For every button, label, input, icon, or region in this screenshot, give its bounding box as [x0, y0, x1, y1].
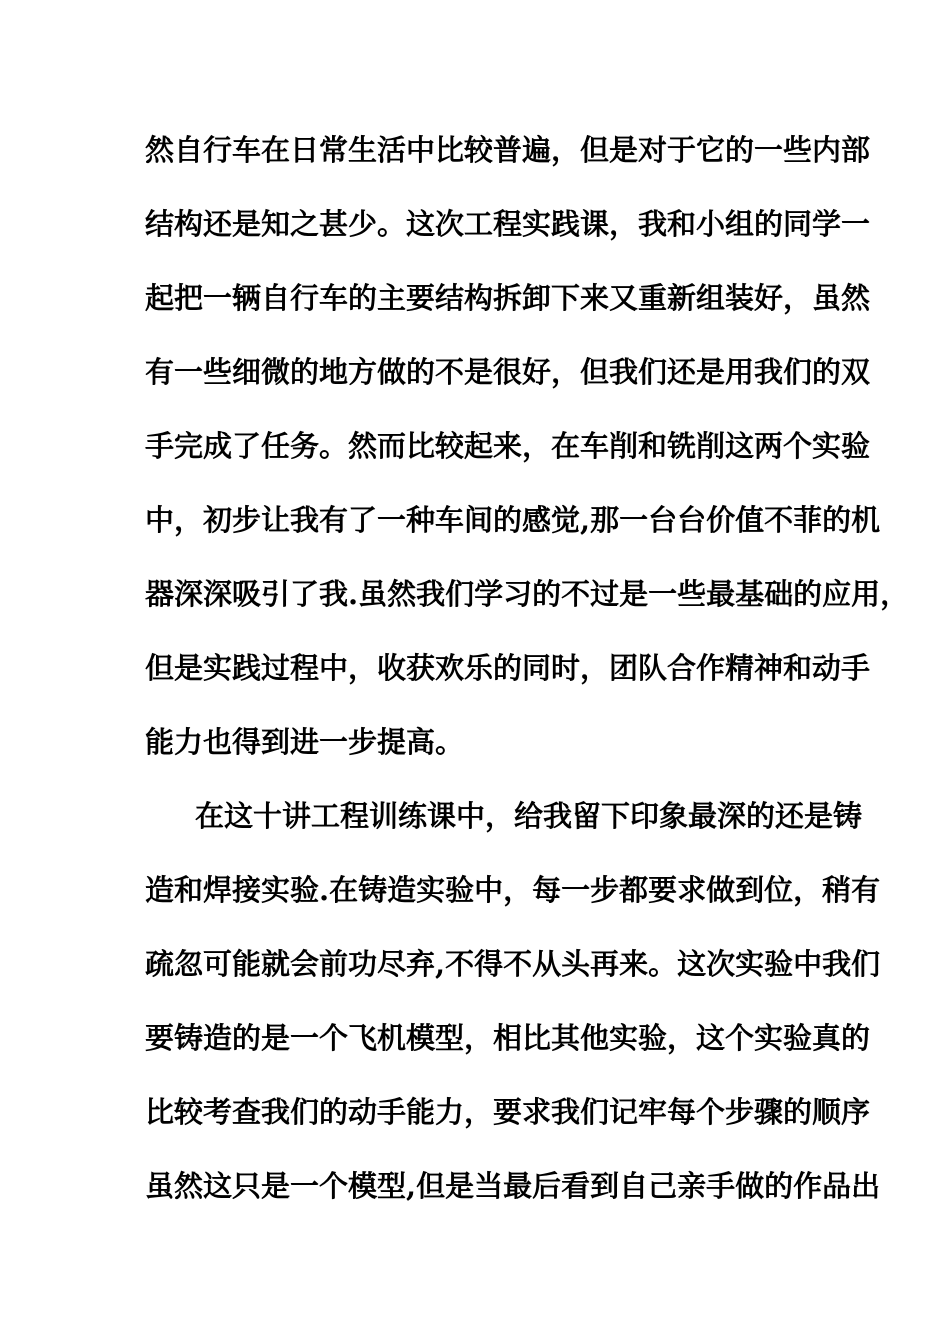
paragraph-2 — [145, 794, 881, 1238]
text-line: 手完成了任务。然而比较起来，在车削和铣削这两个实验 — [145, 429, 871, 463]
text-line: 起把一辆自行车的主要结构拆卸下来又重新组装好，虽然 — [145, 281, 871, 315]
text-line: 能力也得到进一步提高。 — [145, 725, 465, 759]
text-line: 结构还是知之甚少。这次工程实践课，我和小组的同学一 — [145, 207, 871, 241]
text-line: 要铸造的是一个飞机模型，相比其他实验，这个实验真的 — [145, 1021, 871, 1055]
text-line: 中，初步让我有了一种车间的感觉,那一台台价值不菲的机 — [145, 503, 881, 537]
paragraph-1 — [145, 128, 910, 794]
text-line: 造和焊接实验.在铸造实验中，每一步都要求做到位，稍有 — [145, 873, 881, 907]
text-line: 但是实践过程中，收获欢乐的同时，团队合作精神和动手 — [145, 651, 871, 685]
text-line: 有一些细微的地方做的不是很好，但我们还是用我们的双 — [145, 355, 871, 389]
text-line: 器深深吸引了我.虽然我们学习的不过是一些最基础的应用， — [145, 577, 910, 611]
text-line: 虽然这只是一个模型,但是当最后看到自己亲手做的作品出 — [145, 1169, 881, 1203]
text-line: 比较考查我们的动手能力，要求我们记牢每个步骤的顺序 — [145, 1095, 871, 1129]
text-line: 在这十讲工程训练课中，给我留下印象最深的还是铸 — [195, 799, 863, 833]
text-line: 然自行车在日常生活中比较普遍，但是对于它的一些内部 — [145, 133, 871, 167]
text-line: 疏忽可能就会前功尽弃,不得不从头再来。这次实验中我们 — [145, 947, 881, 981]
body-text — [145, 128, 910, 1238]
